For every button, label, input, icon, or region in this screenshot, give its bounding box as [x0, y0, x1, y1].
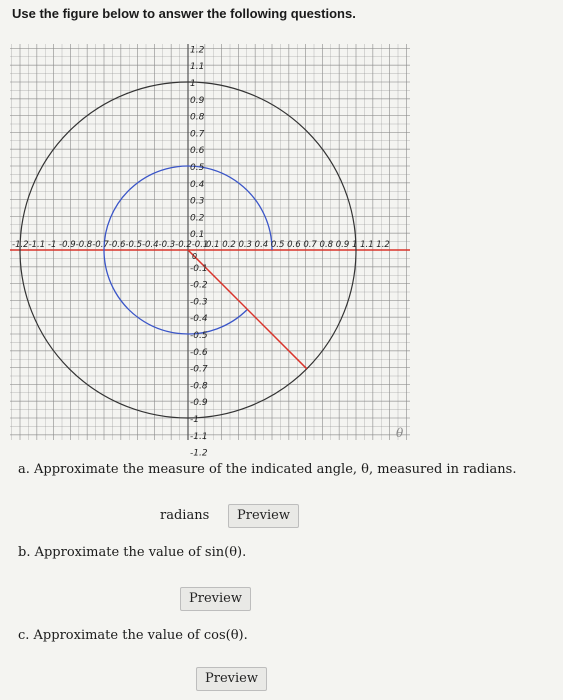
y-tick-label: -0.8 — [190, 381, 208, 392]
y-tick-label: 1.2 — [190, 45, 205, 56]
y-tick-label: 0.7 — [190, 129, 205, 140]
angle-theta-label: θ — [396, 426, 404, 440]
y-tick-label: -1.1 — [190, 431, 208, 442]
y-tick-label: -0.5 — [190, 331, 208, 341]
y-tick-label: -0.9 — [190, 398, 208, 409]
units-radians: radians — [160, 508, 210, 523]
y-tick-label: 0.3 — [190, 196, 205, 207]
preview-button-c[interactable]: Preview — [196, 667, 267, 691]
y-tick-label: 0.8 — [190, 112, 205, 123]
y-tick-label: -0.6 — [190, 347, 208, 358]
y-tick-label: -0.4 — [190, 314, 208, 325]
y-tick-label: -1.2 — [190, 448, 208, 459]
question-b-text: b. Approximate the value of sin(θ). — [18, 545, 247, 560]
y-tick-label: -0.3 — [190, 297, 208, 308]
y-tick-label: -0.2 — [190, 280, 208, 291]
y-tick-label: 1 — [190, 79, 196, 89]
instruction-text: Use the figure below to answer the following questions. — [12, 6, 356, 21]
y-tick-label: 0.5 — [190, 163, 205, 173]
question-a-text: a. Approximate the measure of the indicated angle, θ, measured in radians. — [18, 462, 517, 477]
y-tick-label: 0.4 — [190, 179, 205, 190]
y-tick-label: 0.2 — [190, 213, 205, 224]
preview-button-b[interactable]: Preview — [180, 587, 251, 611]
y-tick-label: -0.7 — [190, 364, 208, 375]
y-tick-label: 1.1 — [190, 62, 205, 73]
y-tick-label: 0.9 — [190, 95, 205, 106]
x-tick-labels-left: -1.2-1.1 -1 -0.9-0.8-0.7-0.6-0.5-0.4-0.3-0.2-0.1 — [12, 240, 209, 250]
y-tick-label: -0.1 — [190, 263, 208, 274]
y-tick-label: 0.6 — [190, 146, 205, 157]
y-tick-label: -1 — [190, 415, 199, 425]
y-tick-label: 0.1 — [190, 230, 205, 241]
x-tick-labels-right: 0.1 0.2 0.3 0.4 0.5 0.6 0.7 0.8 0.9 1 1.1 1.2 — [206, 240, 390, 250]
preview-button-a[interactable]: Preview — [228, 504, 299, 528]
origin-label: 0 — [192, 252, 198, 261]
question-c-text: c. Approximate the value of cos(θ). — [18, 628, 248, 643]
